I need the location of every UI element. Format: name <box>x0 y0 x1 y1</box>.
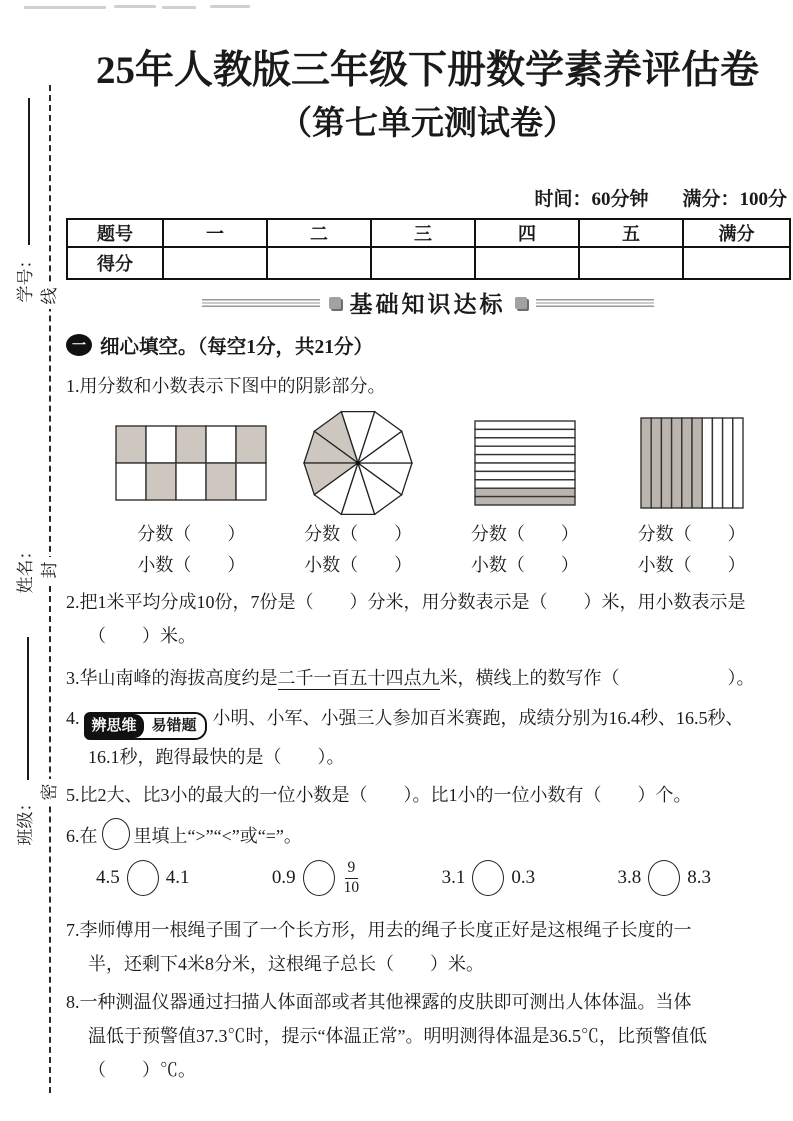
question-2-continued: （ ）米。 <box>88 626 196 646</box>
score-header-cell: 三 <box>371 219 475 247</box>
student-id-label: 学号： <box>16 251 35 303</box>
comparison-item: 3.1 0.3 <box>442 860 536 896</box>
figure-column <box>275 407 442 581</box>
score-cell-empty <box>579 247 683 279</box>
section-number-badge: 一 <box>66 334 92 356</box>
question-3: 3.华山南峰的海拔高度约是二千一百五十四点九米，横线上的数写作（ ）。 <box>66 668 755 688</box>
question-6-comparisons <box>66 853 789 901</box>
banner-stripe-icon <box>536 299 654 307</box>
fraction-label: 分数（ ） <box>637 524 746 544</box>
score-header-cell: 四 <box>475 219 579 247</box>
banner-stripe-icon <box>202 299 320 307</box>
seal-dashed-line <box>49 85 51 1093</box>
question-7: 7.李师傅用一根绳子围了一个长方形，用去的绳子长度正好是这根绳子长度的一 <box>66 920 692 941</box>
question-1: 1.用分数和小数表示下图中的阴影部分。 <box>66 376 386 396</box>
student-id-blank-line <box>28 98 30 245</box>
figure-column <box>108 407 275 581</box>
figure-column <box>442 407 609 581</box>
question-8: 8.一种测温仪器通过扫描人体面部或者其他裸露的皮肤即可测出人体体温。当体 <box>66 992 692 1013</box>
score-cell-empty <box>475 247 579 279</box>
score-cell-empty <box>163 247 267 279</box>
score-header-cell: 满分 <box>683 219 790 247</box>
compare-circle-icon <box>127 860 159 896</box>
figure-decagon <box>300 407 416 519</box>
figure-horizontal-strips <box>474 407 576 519</box>
cube-icon <box>515 297 527 309</box>
class-label: 班级： <box>16 794 35 846</box>
section-one-heading <box>66 331 789 359</box>
exam-meta <box>66 184 789 211</box>
question-4: 4. 辨思维 易错题 小明、小军、小强三人参加百米赛跑，成绩分别为16.4秒、16.5秒、 <box>66 701 789 740</box>
error-prone-badge: 易错题 <box>151 717 197 734</box>
question-2: 2.把1米平均分成10份，7份是（ ）分米，用分数表示是（ ）米，用小数表示是 <box>66 592 746 612</box>
comparison-item: 0.9 $\frac{9}{10}$ <box>271 859 360 896</box>
compare-circle-icon <box>472 860 504 896</box>
cube-icon <box>329 297 341 309</box>
max-score-info: 满分：100分 <box>682 189 787 210</box>
score-row-label: 得分 <box>67 247 163 279</box>
seal-char-mi: 密 <box>37 779 63 805</box>
question-4-continued: 16.1秒，跑得最快的是（ ）。 <box>88 747 345 767</box>
figure-column <box>608 407 775 581</box>
paper-main-column <box>66 0 789 1087</box>
compare-circle-icon <box>102 818 130 850</box>
underlined-number-words: 二千一百五十四点九 <box>277 668 440 688</box>
decimal-label: 小数（ ） <box>637 555 746 575</box>
time-info: 时间：60分钟 <box>534 189 649 210</box>
score-cell-empty <box>371 247 475 279</box>
fraction-label: 分数（ ） <box>137 524 246 544</box>
question-6: 6.在 里填上“>”“<”或“=”。 <box>66 818 789 853</box>
page-subtitle: （第七单元测试卷） <box>279 106 576 142</box>
comparison-item: 4.5 4.1 <box>96 860 190 896</box>
question-7-continued: 半，还剩下4米8分米，这根绳子总长（ ）米。 <box>88 954 484 975</box>
decimal-label: 小数（ ） <box>137 555 246 575</box>
score-header-cell: 五 <box>579 219 683 247</box>
figure-grid <box>115 407 267 519</box>
name-label: 姓名： <box>16 542 35 594</box>
question-8-continued: （ ）℃。 <box>88 1060 196 1081</box>
section-one-title: 细心填空。（每空1分，共21分） <box>100 337 374 358</box>
figure-vertical-strips <box>640 407 744 519</box>
score-header-cell: 一 <box>163 219 267 247</box>
score-table <box>66 218 791 280</box>
seal-char-feng: 封 <box>37 557 63 583</box>
compare-circle-icon <box>303 860 335 896</box>
seal-char-xian: 线 <box>37 283 63 309</box>
score-cell-empty <box>683 247 790 279</box>
name-blank-line <box>27 637 29 780</box>
banner-title: 基础知识达标 <box>349 292 506 317</box>
score-cell-empty <box>267 247 371 279</box>
compare-circle-icon <box>648 860 680 896</box>
fraction-label: 分数（ ） <box>304 524 413 544</box>
critical-thinking-badge: 辨思维 <box>85 714 144 738</box>
question-tags <box>84 712 207 740</box>
question-1-figures <box>66 407 789 581</box>
decimal-label: 小数（ ） <box>470 555 579 575</box>
page-title: 25年人教版三年级下册数学素养评估卷 <box>95 49 759 92</box>
score-header-cell: 题号 <box>67 219 163 247</box>
fraction-label: 分数（ ） <box>470 524 579 544</box>
fraction-nine-tenths: $\frac{9}{10}$ <box>343 859 360 896</box>
score-header-cell: 二 <box>267 219 371 247</box>
question-5: 5.比2大、比3小的最大的一位小数是（ ）。比1小的一位小数有（ ）个。 <box>66 785 692 805</box>
section-banner <box>66 286 789 319</box>
question-8-continued: 温低于预警值37.3℃时，提示“体温正常”。明明测得体温是36.5℃，比预警值低 <box>88 1026 707 1047</box>
comparison-item: 3.8 8.3 <box>617 860 711 896</box>
decimal-label: 小数（ ） <box>304 555 413 575</box>
